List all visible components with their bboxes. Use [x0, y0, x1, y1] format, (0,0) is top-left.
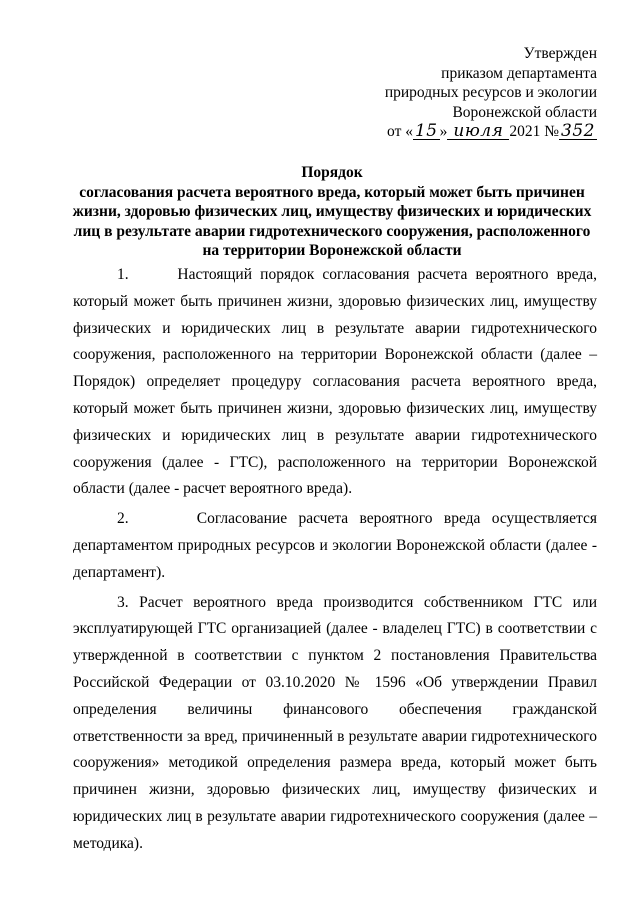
paragraph-3: 3. Расчет вероятного вреда производится собственником ГТС или эксплуатирующей ГТС организацией (далее - владелец ГТС) в соответствии с утвержденной в соответствии с пунктом 2 постановления Правительства Российской Федерации от 03.10.2020 № 1596 «Об утверждении Правил определения величины финансового обеспечения гражданской ответственности за вред, причиненный в результате аварии гидротехнического сооружения» методикой определения размера вреда, который может быть причинен жизни, здоровью физических лиц, имуществу физических и юридических лиц в результате аварии гидротехнического сооружения (далее – методика). — [73, 593, 597, 852]
title-subtitle: согласования расчета вероятного вреда, который может быть причинен жизни, здоровью физических лиц, имуществу физических и юридических лиц в результате аварии гидротехнического сооружения, расположенного на территории Воронежской области — [72, 183, 592, 259]
date-year: 2021 № — [509, 123, 560, 140]
document-title — [68, 163, 596, 261]
handwritten-month: июля — [447, 123, 509, 140]
approval-date-line — [385, 122, 597, 142]
approval-line-approved: Утвержден — [523, 45, 597, 62]
approval-line-order: приказом департамента — [441, 64, 597, 82]
handwritten-number: 352 — [561, 121, 595, 141]
date-prefix: от « — [387, 123, 413, 140]
approval-stamp — [385, 44, 597, 142]
approval-line-department: природных ресурсов и экологии — [384, 84, 597, 101]
approval-line-region: Воронежской области — [452, 103, 597, 121]
handwritten-day: 15 — [414, 121, 438, 141]
paragraph-2: 2. Согласование расчета вероятного вреда осуществляется департаментом природных ресурсов и экологии Воронежской области (далее - департамент). — [73, 510, 597, 581]
title-heading: Порядок — [301, 164, 363, 181]
paragraph-1: 1. Настоящий порядок согласования расчета вероятного вреда, который может быть причинен жизни, здоровью физических лиц, имуществу физических и юридических лиц в результате аварии гидротехнического сооружения, расположенного на территории Воронежской области (далее – Порядок) определяет процедуру согласования расчета вероятного вреда, который может быть причинен жизни, здоровью физических лиц, имуществу физических и юридических лиц в результате аварии гидротехнического сооружения (далее - ГТС), расположенного на территории Воронежской области (далее - расчет вероятного вреда). — [73, 266, 597, 498]
date-day-close: » — [439, 123, 448, 140]
document-body — [73, 262, 597, 861]
